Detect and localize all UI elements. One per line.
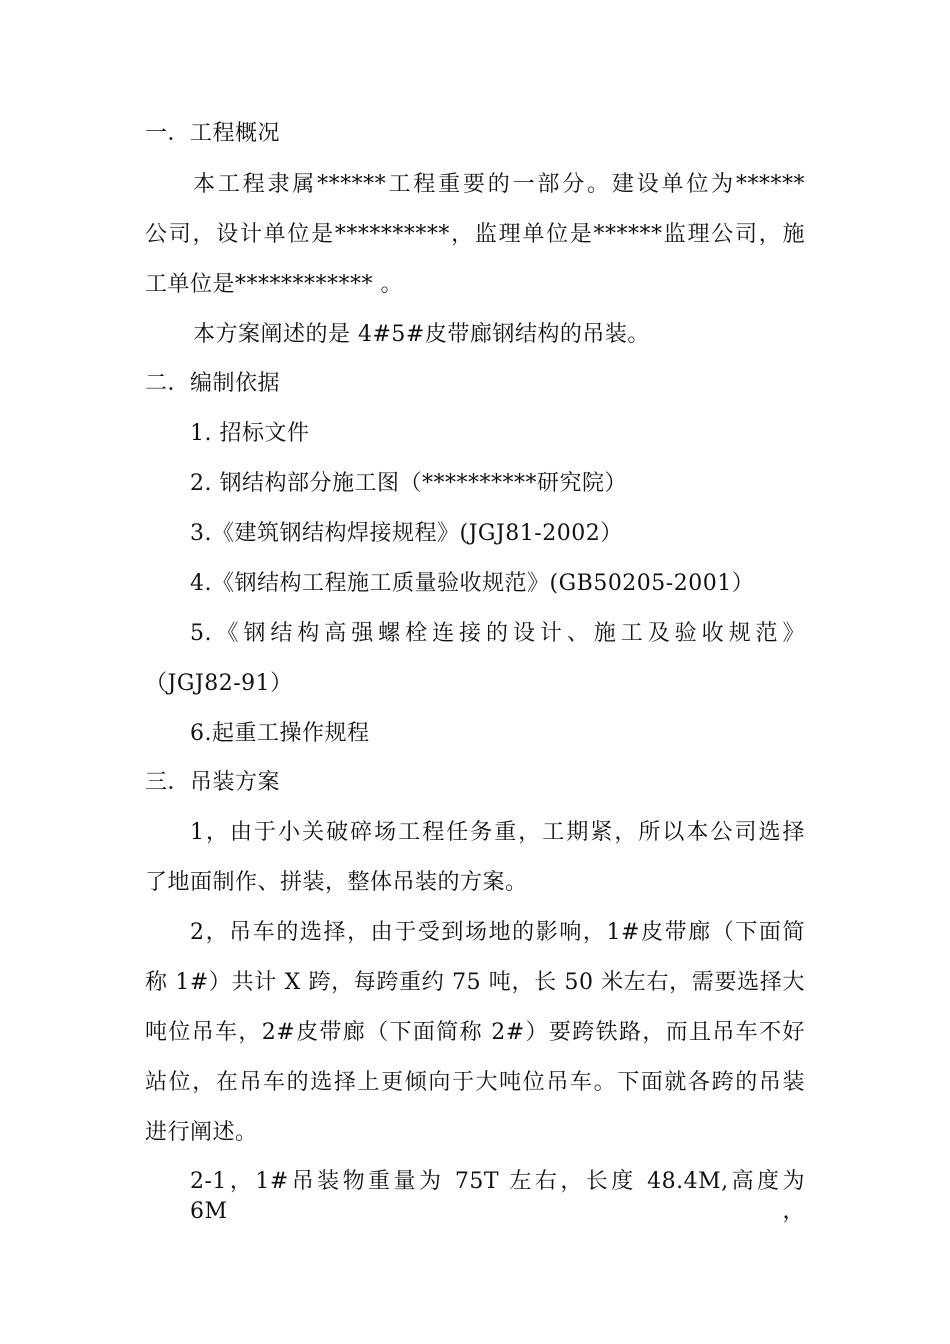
- basis-item-3: 3.《建筑钢结构焊接规程》(JGJ81-2002）: [190, 521, 623, 546]
- basis-item-2: 2. 钢结构部分施工图（**********研究院）: [190, 471, 627, 496]
- plan-para1-line2: 了地面制作、拼装，整体吊装的方案。: [145, 870, 528, 895]
- overview-para1-line2: 公司，设计单位是**********，监理单位是******监理公司，施: [145, 222, 805, 247]
- plan-para2-line2: 称 1#）共计 X 跨，每跨重约 75 吨，长 50 米左右，需要选择大: [145, 970, 805, 995]
- plan-para1-line1: 1，由于小关破碎场工程任务重，工期紧，所以本公司选择: [190, 820, 805, 845]
- basis-item-6: 6.起重工操作规程: [190, 721, 370, 746]
- section-heading-lifting-plan: 三．吊装方案: [145, 770, 281, 795]
- plan-para2-line1: 2，吊车的选择，由于受到场地的影响，1#皮带廊（下面简: [190, 920, 805, 945]
- basis-item-5: 5.《钢结构高强螺栓连接的设计、施工及验收规范》: [190, 621, 805, 646]
- plan-para2-line4: 站位，在吊车的选择上更倾向于大吨位吊车。下面就各跨的吊装: [145, 1070, 805, 1095]
- overview-para1-line3: 工单位是************ 。: [145, 272, 403, 297]
- plan-para3-line1: 2-1，1#吊装物重量为 75T 左右，长度 48.4M,高度为 6M，: [190, 1169, 805, 1224]
- plan-para2-line5: 进行阐述。: [145, 1120, 258, 1145]
- plan-para2-line3: 吨位吊车，2#皮带廊（下面简称 2#）要跨铁路，而且吊车不好: [145, 1020, 805, 1045]
- overview-para2: 本方案阐述的是 4#5#皮带廊钢结构的吊装。: [193, 322, 650, 347]
- section-heading-basis: 二．编制依据: [145, 371, 281, 396]
- basis-item-4: 4.《钢结构工程施工质量验收规范》(GB50205-2001）: [190, 571, 755, 596]
- section-heading-overview: 一．工程概况: [145, 121, 281, 146]
- basis-item-1: 1. 招标文件: [190, 421, 310, 446]
- overview-para1-line1: 本工程隶属******工程重要的一部分。建设单位为******: [193, 172, 805, 197]
- basis-item-5-cont: （JGJ82-91）: [145, 671, 293, 696]
